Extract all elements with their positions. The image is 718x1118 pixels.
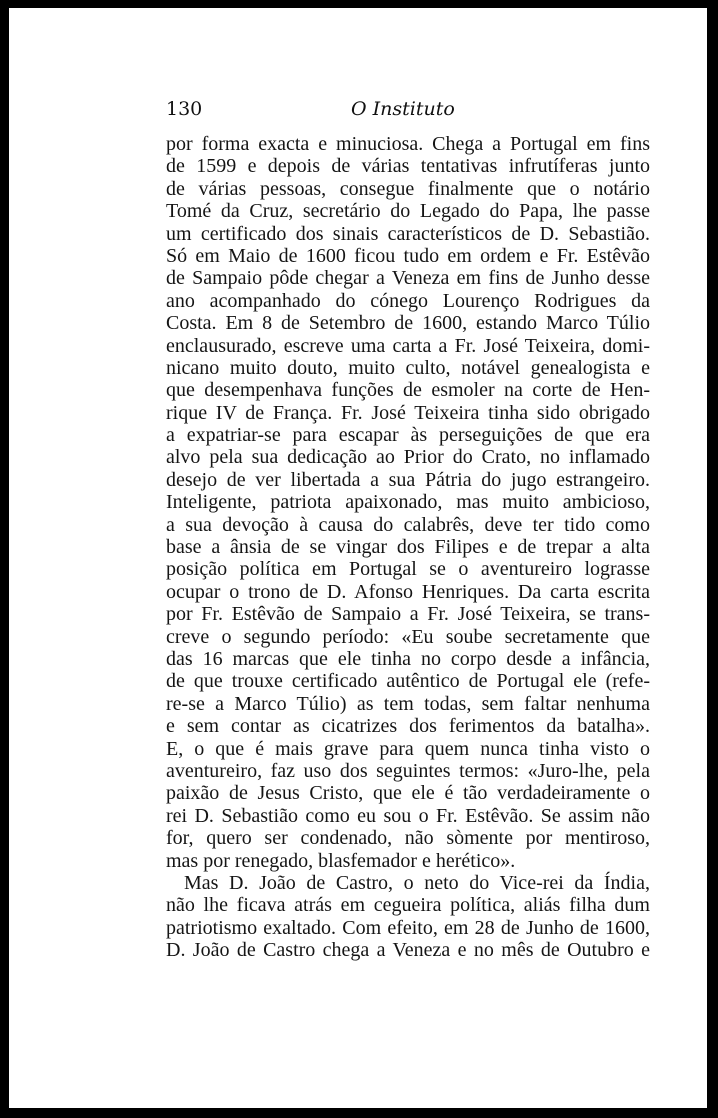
text-line: alvo pela sua dedicação ao Prior do Crato, no inflamado (166, 446, 650, 469)
text-line: rique IV de França. Fr. José Teixeira tinha sido obrigado (166, 401, 650, 424)
text-line: Só em Maio de 1600 ficou tudo em ordem e Fr. Estêvão (166, 244, 650, 267)
text-line: ano acompanhado do cónego Lourenço Rodrigues da (166, 289, 650, 312)
paragraph-1 (166, 133, 650, 872)
text-line: Inteligente, patriota apaixonado, mas muito ambicioso, (166, 491, 650, 514)
text-line: a expatriar-se para escapar às perseguições de que era (166, 424, 650, 447)
text-line: nicano muito douto, muito culto, notável genealogista e (166, 356, 650, 379)
text-line: aventureiro, faz uso dos seguintes termos: «Juro-lhe, pela (166, 759, 650, 782)
text-line: e sem contar as cicatrizes dos ferimentos da batalha». (166, 715, 650, 738)
text-line: de várias pessoas, consegue finalmente que o notário (166, 177, 650, 200)
text-line: paixão de Jesus Cristo, que ele é tão verdadeiramente o (166, 782, 650, 805)
page-number: 130 (166, 98, 203, 120)
text-line: de que trouxe certificado autêntico de Portugal ele (refe- (166, 670, 650, 693)
page-header (166, 94, 650, 124)
text-line: que desempenhava funções de esmoler na corte de Hen- (166, 379, 650, 402)
text-line: creve o segundo período: «Eu soube secretamente que (166, 625, 650, 648)
text-line: Costa. Em 8 de Setembro de 1600, estando Marco Túlio (166, 312, 650, 335)
text-line: enclausurado, escreve uma carta a Fr. José Teixeira, domi- (166, 334, 650, 357)
text-line: não lhe ficava atrás em cegueira política, aliás filha dum (166, 894, 650, 917)
text-line: re-se a Marco Túlio) as tem todas, sem faltar nenhuma (166, 692, 650, 715)
text-line: das 16 marcas que ele tinha no corpo desde a infância, (166, 647, 650, 670)
text-line: D. João de Castro chega a Veneza e no mês de Outubro e (166, 939, 650, 962)
text-line: for, quero ser condenado, não sòmente por mentiroso, (166, 827, 650, 850)
text-line: rei D. Sebastião como eu sou o Fr. Estêvão. Se assim não (166, 804, 650, 827)
text-line: Tomé da Cruz, secretário do Legado do Papa, lhe passe (166, 200, 650, 223)
text-line: desejo de ver libertada a sua Pátria do jugo estrangeiro. (166, 468, 650, 491)
text-line: Mas D. João de Castro, o neto do Vice-rei da Índia, (184, 871, 650, 894)
text-line: patriotismo exaltado. Com efeito, em 28 de Junho de 1600, (166, 916, 650, 939)
book-page (9, 8, 707, 1108)
text-line: mas por renegado, blasfemador e herético». (166, 849, 516, 872)
running-title: O Instituto (351, 98, 455, 120)
text-line: posição política em Portugal se o aventureiro lograsse (166, 558, 650, 581)
text-line: ocupar o trono de D. Afonso Henriques. Da carta escrita (166, 580, 650, 603)
paragraph-2 (166, 872, 650, 962)
text-line: a sua devoção à causa do calabrês, deve ter tido como (166, 513, 650, 536)
text-line: um certificado dos sinais característicos de D. Sebastião. (166, 222, 650, 245)
text-line: de Sampaio pôde chegar a Veneza em fins de Junho desse (166, 267, 650, 290)
text-line: E, o que é mais grave para quem nunca tinha visto o (166, 737, 650, 760)
text-line: base a ânsia de se vingar dos Filipes e de trepar a alta (166, 536, 650, 559)
text-line: por Fr. Estêvão de Sampaio a Fr. José Teixeira, se trans- (166, 603, 650, 626)
text-line: de 1599 e depois de várias tentativas infrutíferas junto (166, 155, 650, 178)
text-line: por forma exacta e minuciosa. Chega a Portugal em fins (166, 133, 650, 155)
body-text (166, 133, 650, 961)
